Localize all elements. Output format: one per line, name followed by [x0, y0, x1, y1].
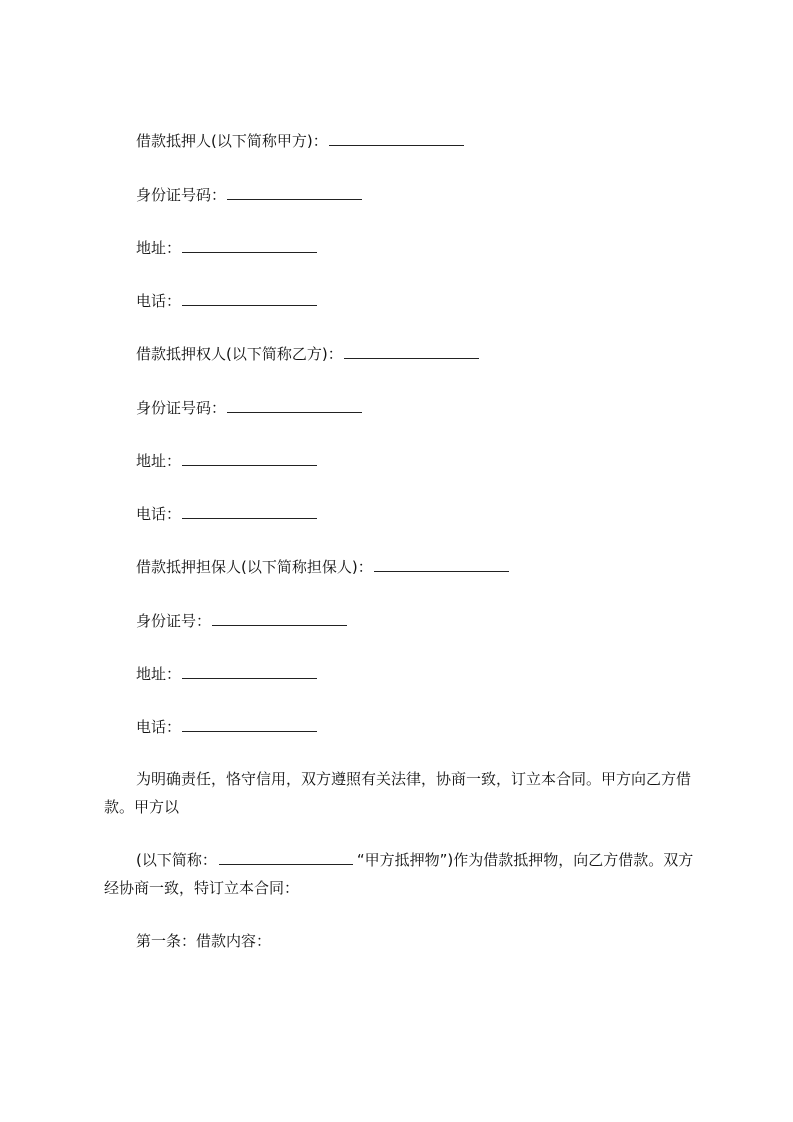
- borrower-id-field: [136, 185, 362, 205]
- guarantor-label: 借款抵押担保人(以下简称担保人)：: [136, 558, 373, 576]
- article-one-heading: 第一条：借款内容：: [136, 932, 272, 950]
- lender-id-blank: [227, 398, 362, 413]
- lender-blank: [344, 344, 479, 359]
- borrower-phone-blank: [182, 291, 317, 306]
- lender-phone-label: 电话：: [136, 505, 182, 523]
- lender-field: [136, 344, 479, 364]
- guarantor-id-field: [136, 611, 347, 631]
- guarantor-id-blank: [212, 611, 347, 626]
- borrower-label: 借款抵押人(以下简称甲方)：: [136, 132, 328, 150]
- collateral-suffix: “甲方抵押物”)作为借款抵押物，向乙方借款。双方经协商一致，特订立本合同：: [104, 851, 694, 897]
- lender-id-label: 身份证号码：: [136, 399, 227, 417]
- guarantor-field: [136, 557, 509, 577]
- collateral-prefix: (以下简称：: [136, 851, 217, 869]
- borrower-phone-field: [136, 291, 317, 311]
- lender-phone-field: [136, 504, 317, 524]
- borrower-id-label: 身份证号码：: [136, 186, 227, 204]
- lender-phone-blank: [182, 504, 317, 519]
- guarantor-address-field: [136, 664, 317, 684]
- lender-address-blank: [182, 451, 317, 466]
- guarantor-phone-label: 电话：: [136, 718, 182, 736]
- borrower-address-label: 地址：: [136, 239, 182, 257]
- borrower-blank: [329, 131, 464, 146]
- borrower-id-blank: [227, 185, 362, 200]
- guarantor-id-label: 身份证号：: [136, 612, 212, 630]
- intro-paragraph: [104, 765, 704, 821]
- guarantor-address-label: 地址：: [136, 665, 182, 683]
- lender-id-field: [136, 398, 362, 418]
- guarantor-phone-field: [136, 717, 317, 737]
- intro-paragraph-text: 为明确责任，恪守信用，双方遵照有关法律，协商一致，订立本合同。甲方向乙方借款。甲方以: [104, 770, 692, 816]
- collateral-blank: [219, 850, 353, 865]
- collateral-paragraph: [104, 846, 704, 902]
- guarantor-address-blank: [182, 664, 317, 679]
- guarantor-blank: [374, 557, 509, 572]
- borrower-address-field: [136, 238, 317, 258]
- lender-address-field: [136, 451, 317, 471]
- lender-address-label: 地址：: [136, 452, 182, 470]
- borrower-address-blank: [182, 238, 317, 253]
- guarantor-phone-blank: [182, 717, 317, 732]
- borrower-field: [136, 131, 464, 151]
- lender-label: 借款抵押权人(以下简称乙方)：: [136, 345, 343, 363]
- borrower-phone-label: 电话：: [136, 292, 182, 310]
